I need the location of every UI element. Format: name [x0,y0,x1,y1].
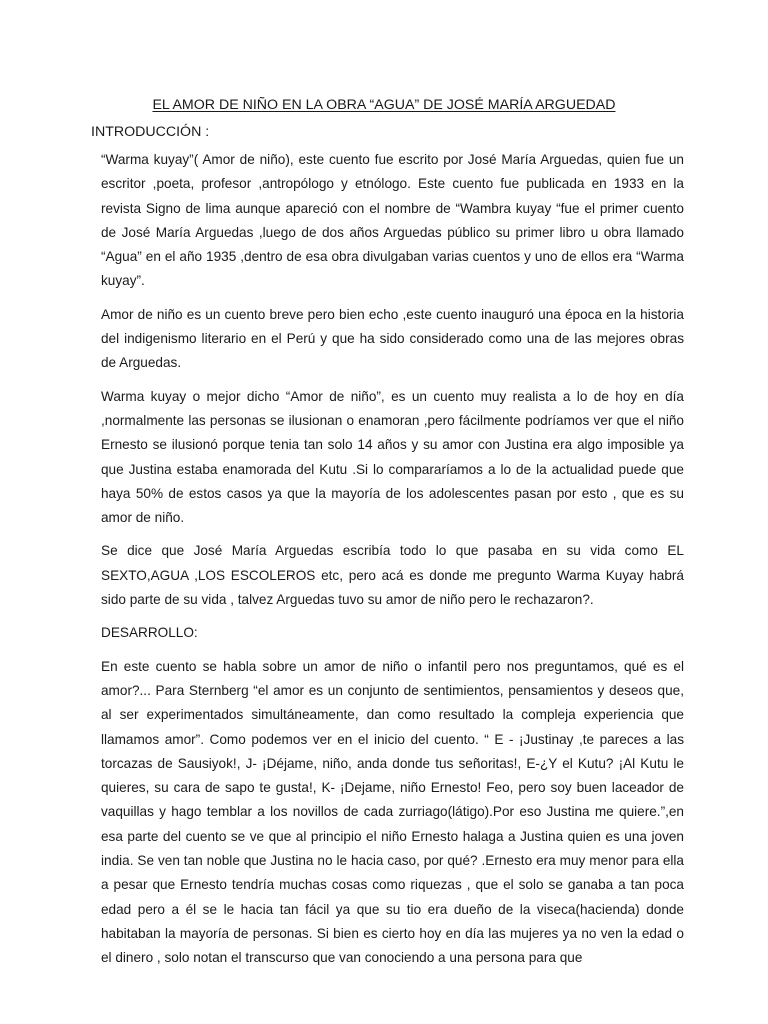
intro-paragraph-2: Amor de niño es un cuento breve pero bien echo ,este cuento inauguró una época en la historia del indigenismo literario en el Perú y que ha sido considerado como una de las mejores obras de Arguedas. [101,306,684,371]
intro-paragraph-1: “Warma kuyay”( Amor de niño), este cuento fue escrito por José María Arguedas, quien fue un escritor ,poeta, profesor ,antropólogo y etnólogo. Este cuento fue publicada en 1933 en la revista Signo de lima aunque apareció con el nombre de “Wambra kuyay “fue el primer cuento de José María Arguedas ,luego de dos años Arguedas público su primer libro u obra llamado “Agua” en el año 1935 ,dentro de esa obra divulgaban varias cuentos y uno de ellos era “Warma kuyay”. [101,152,684,289]
document-title: EL AMOR DE NIÑO EN LA OBRA “AGUA” DE JOSÉ MARÍA ARGUEDAD [152,97,616,113]
development-heading: DESARROLLO: [101,625,198,641]
development-paragraph-1: En este cuento se habla sobre un amor de niño o infantil pero nos preguntamos, qué es el amor?... Para Sternberg “el amor es un conjunto de sentimientos, pensamientos y deseos que, al ser experimentados simultáneamente, dan como resultado la compleja experiencia que llamamos amor”. Como podemos ver en el inicio del cuento. “ E - ¡Justinay ,te pareces a las torcazas de Sausiyok!, J- ¡Déjame, niño, anda donde tus señoritas!, E-¿Y el Kutu? ¡Al Kutu le quieres, su cara de sapo te gusta!, K- ¡Dejame, niño Ernesto! Feo, pero soy buen laceador de vaquillas y hago temblar a los novillos de cada zurriago(látigo).Por eso Justina me quiere.”,en esa parte del cuento se ve que al principio el niño Ernesto halaga a Justina quien es una joven india. Se ven tan noble que Justina no le hacia caso, por qué? .Ernesto era muy menor para ella a pesar que Ernesto tendría muchas cosas como riquezas , que el solo se ganaba a tan poca edad pero a él se le hacia tan fácil ya que su tio era dueño de la viseca(hacienda) donde habitaban la mayoría de personas. Si bien es cierto hoy en día las mujeres ya no ven la edad o el dinero , solo notan el transcurso que van conociendo a una persona para que [101,658,684,966]
introduction-heading: INTRODUCCIÓN : [91,124,210,140]
intro-paragraph-4: Se dice que José María Arguedas escribía todo lo que pasaba en su vida como EL SEXTO,AGUA ,LOS ESCOLEROS etc, pero acá es donde me pregunto Warma Kuyay habrá sido parte de su vida , talvez Arguedas tuvo su amor de niño pero le rechazaron?. [101,543,684,608]
document-body [101,148,684,980]
intro-paragraph-3: Warma kuyay o mejor dicho “Amor de niño”, es un cuento muy realista a lo de hoy en día ,normalmente las personas se ilusionan o enamoran ,pero fácilmente podríamos ver que el niño Ernesto se ilusionó porque tenia tan solo 14 años y su amor con Justina era algo imposible ya que Justina estaba enamorada del Kutu .Si lo compararíamos a lo de la actualidad puede que haya 50% de estos casos ya que la mayoría de los adolescentes pasan por esto , que es su amor de niño. [101,388,684,526]
